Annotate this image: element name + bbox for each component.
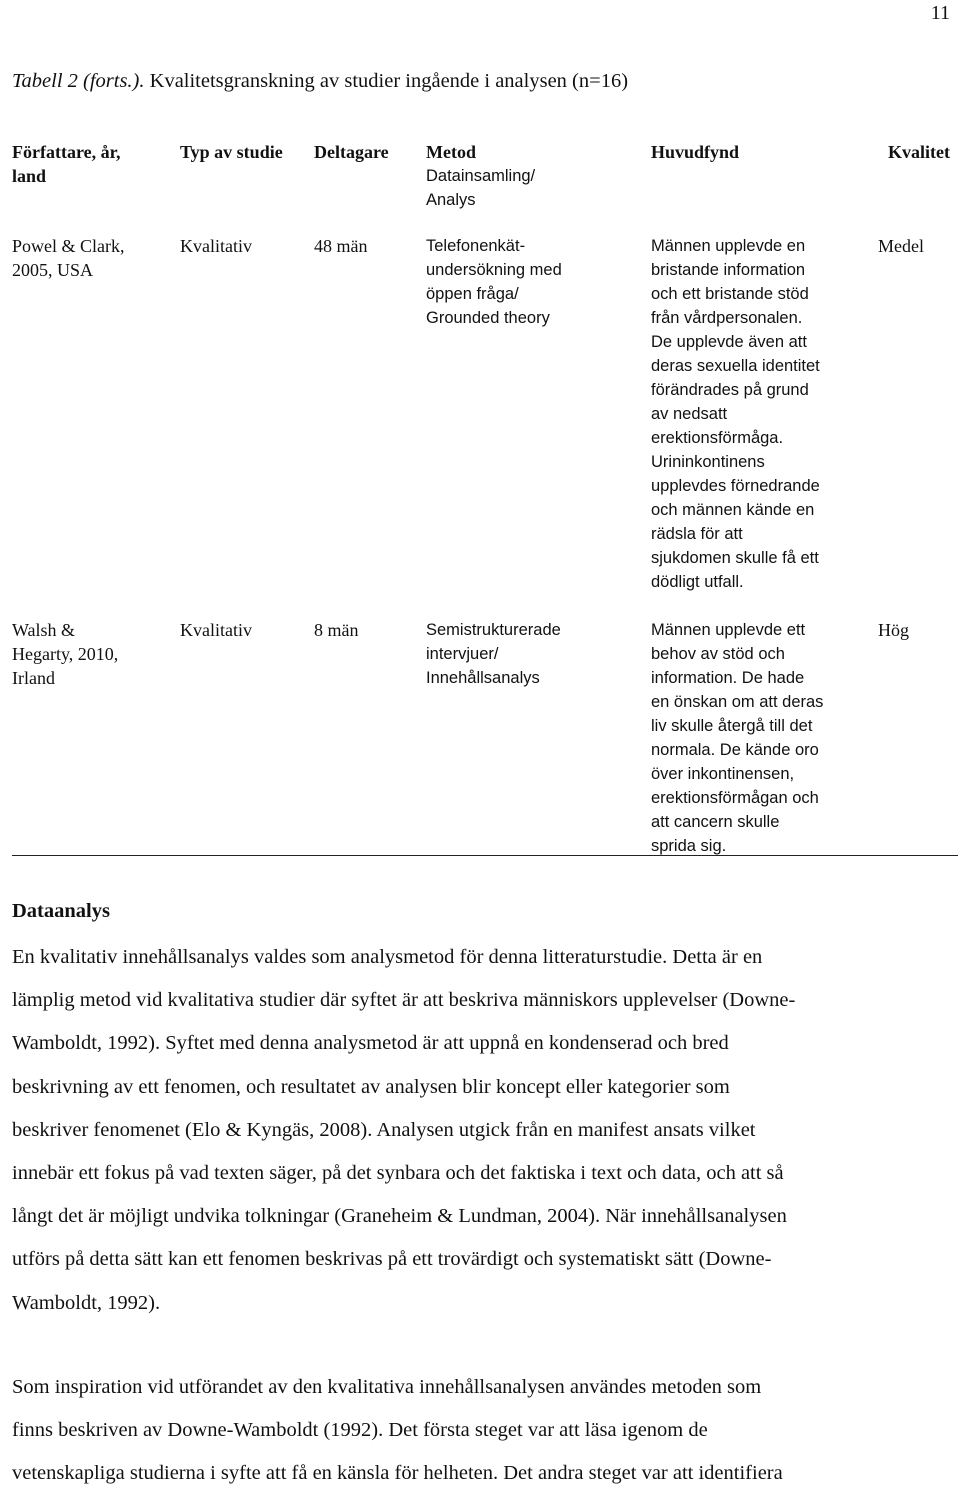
header-method-sub: Datainsamling/ <box>426 167 536 185</box>
paragraph-line: utförs på detta sätt kan ett fenomen beskrivas på ett trovärdigt och systematiskt sätt (Downe- <box>12 1248 772 1271</box>
paragraph-line: lämplig metod vid kvalitativa studier där syftet är att beskriva människors upplevelser (Downe- <box>12 989 796 1012</box>
method-line: Innehållsanalys <box>426 669 540 687</box>
header-author <box>12 140 172 188</box>
method-line: undersökning med <box>426 261 562 279</box>
findings-line: liv skulle återgå till det <box>651 717 813 735</box>
findings-line: Männen upplevde en <box>651 237 806 255</box>
header-quality: Kvalitet <box>888 142 950 162</box>
paragraph-line: Wamboldt, 1992). Syftet med denna analysmetod är att uppnå en kondenserad och bred <box>12 1032 729 1055</box>
method-line: öppen fråga/ <box>426 285 519 303</box>
findings-line: information. De hade <box>651 669 805 687</box>
paragraph-line: Wamboldt, 1992). <box>12 1291 161 1314</box>
header-author-line: Författare, år, <box>12 142 121 162</box>
header-method-title: Metod <box>426 142 476 162</box>
author-line: Irland <box>12 668 55 688</box>
table-header <box>12 140 958 220</box>
findings-line: Männen upplevde ett <box>651 621 806 639</box>
row-type: Kvalitativ <box>180 620 252 640</box>
row-quality: Hög <box>878 620 909 640</box>
findings-line: erektionsförmågan och <box>651 789 819 807</box>
findings-line: dödligt utfall. <box>651 573 744 591</box>
header-participants: Deltagare <box>314 142 389 162</box>
findings-line: förändrades på grund <box>651 381 809 399</box>
header-method-sub: Analys <box>426 191 476 209</box>
findings-line: och ett bristande stöd <box>651 285 809 303</box>
findings-line: av nedsatt <box>651 405 728 423</box>
header-method <box>426 140 646 212</box>
paragraph-line: finns beskriven av Downe-Wamboldt (1992). Det första steget var att läsa igenom de <box>12 1419 708 1442</box>
findings-line: sjukdomen skulle få ett <box>651 549 819 567</box>
row-findings <box>651 234 851 594</box>
row-method <box>426 618 646 690</box>
findings-line: upplevdes förnedrande <box>651 477 820 495</box>
body-paragraph <box>12 936 952 1325</box>
paragraph-line: En kvalitativ innehållsanalys valdes som analysmetod för denna litteraturstudie. Detta är en <box>12 946 763 968</box>
table-bottom-rule <box>12 855 958 856</box>
page-number: 11 <box>930 2 950 24</box>
author-line: 2005, USA <box>12 260 94 280</box>
table-caption <box>12 70 628 93</box>
method-line: Telefonenkät- <box>426 237 526 255</box>
method-line: Semistrukturerade <box>426 621 561 639</box>
paragraph-line: innebär ett fokus på vad texten säger, på det synbara och det faktiska i text och data, och att så <box>12 1162 784 1185</box>
row-author <box>12 234 172 282</box>
method-line: Grounded theory <box>426 309 550 327</box>
findings-line: att cancern skulle <box>651 813 780 831</box>
findings-line: behov av stöd och <box>651 645 785 663</box>
row-participants: 8 män <box>314 620 359 640</box>
row-participants: 48 män <box>314 236 368 256</box>
body-paragraph <box>12 1366 952 1496</box>
findings-line: över inkontinensen, <box>651 765 795 783</box>
row-author <box>12 618 172 690</box>
findings-line: och männen kände en <box>651 501 815 519</box>
findings-line: De upplevde även att <box>651 333 807 351</box>
row-quality: Medel <box>878 236 924 256</box>
paragraph-line: vetenskapliga studierna i syfte att få en känsla för helheten. Det andra steget var att identifiera <box>12 1462 783 1485</box>
paragraph-line: långt det är möjligt undvika tolkningar (Graneheim & Lundman, 2004). När innehållsanalysen <box>12 1205 787 1228</box>
row-method <box>426 234 646 330</box>
header-type: Typ av studie <box>180 142 283 162</box>
caption-text: Kvalitetsgranskning av studier ingående i analysen (n=16) <box>149 70 629 92</box>
findings-line: från vårdpersonalen. <box>651 309 803 327</box>
method-line: intervjuer/ <box>426 645 499 663</box>
findings-line: Urininkontinens <box>651 453 765 471</box>
row-type: Kvalitativ <box>180 236 252 256</box>
findings-line: deras sexuella identitet <box>651 357 820 375</box>
caption-label: Tabell 2 (forts.). <box>12 70 145 92</box>
header-author-line: land <box>12 166 47 186</box>
findings-line: sprida sig. <box>651 837 727 855</box>
quality-review-table <box>12 140 958 855</box>
row-findings <box>651 618 851 858</box>
author-line: Hegarty, 2010, <box>12 644 119 664</box>
findings-line: bristande information <box>651 261 806 279</box>
findings-line: erektionsförmåga. <box>651 429 784 447</box>
paragraph-line: Som inspiration vid utförandet av den kvalitativa innehållsanalysen användes metoden som <box>12 1376 762 1398</box>
author-line: Powel & Clark, <box>12 236 125 256</box>
paragraph-line: beskriver fenomenet (Elo & Kyngäs, 2008). Analysen utgick från en manifest ansats vilket <box>12 1118 756 1141</box>
findings-line: en önskan om att deras <box>651 693 824 711</box>
findings-line: normala. De kände oro <box>651 741 819 759</box>
findings-line: rädsla för att <box>651 525 743 543</box>
header-findings: Huvudfynd <box>651 142 740 162</box>
paragraph-line: beskrivning av ett fenomen, och resultatet av analysen blir koncept eller kategorier som <box>12 1075 730 1098</box>
author-line: Walsh & <box>12 620 76 640</box>
section-heading: Dataanalys <box>12 900 110 922</box>
